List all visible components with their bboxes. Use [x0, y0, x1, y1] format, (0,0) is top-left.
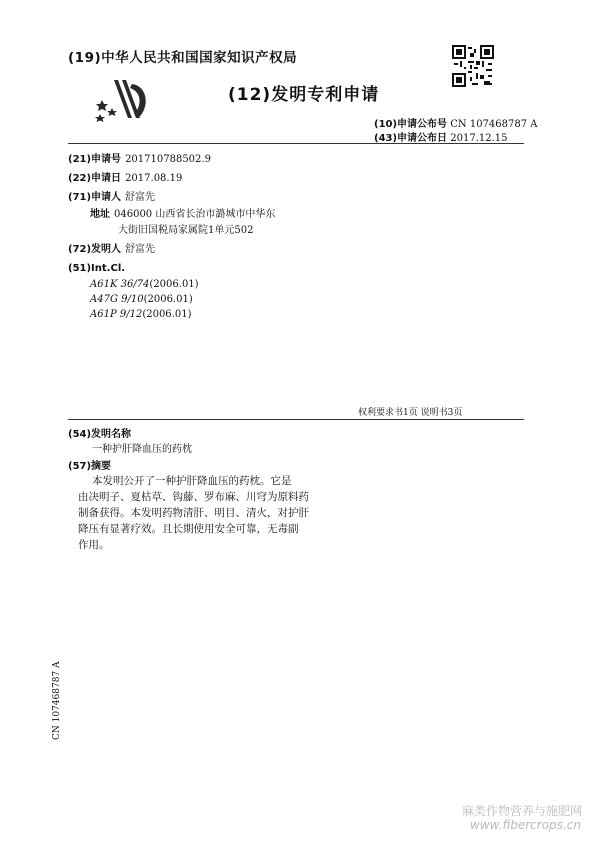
invention-title-label	[68, 425, 131, 440]
watermark-text: 麻类作物营养与施肥网	[462, 804, 583, 818]
publication-number-label: (10)申请公布号	[374, 119, 448, 130]
ipc-version: (2006.01)	[149, 279, 199, 290]
abstract-line: 作用。	[78, 539, 110, 551]
document-type-title: (12)发明专利申请	[228, 85, 380, 105]
application-date-label: (22)申请日	[68, 173, 122, 184]
publication-date	[374, 129, 508, 144]
ipc-code: A47G 9/10	[90, 294, 144, 305]
applicant-value: 舒富先	[125, 192, 156, 203]
inventor-label: (72)发明人	[68, 244, 122, 255]
inventor-value: 舒富先	[125, 244, 156, 255]
abstract-line: 制备获得。本发明药物清肝、明目、清火，对护肝	[78, 507, 309, 519]
application-number	[68, 150, 211, 165]
application-number-label: (21)申请号	[68, 154, 122, 165]
abstract-label	[68, 457, 111, 472]
abstract-line: 由决明子、夏枯草、钩藤、罗布麻、川穹为原料药	[78, 491, 309, 503]
ipc-version: (2006.01)	[143, 294, 193, 305]
application-date-value: 2017.08.19	[125, 173, 183, 184]
header-divider	[68, 143, 524, 144]
watermark-url: www.fibercrops.cn	[470, 818, 581, 832]
side-publication-number: CN 107468787 A	[52, 661, 62, 740]
int-cl-label	[68, 263, 125, 274]
cnipa-logo	[92, 78, 156, 126]
application-date	[68, 169, 182, 184]
section-divider	[68, 419, 524, 420]
pages-info: 权利要求书1页 说明书3页	[358, 408, 463, 418]
address-label: 地址	[90, 209, 110, 220]
invention-title: 一种护肝降血压的药枕	[92, 444, 192, 455]
abstract-body	[78, 473, 318, 553]
ipc-code: A61P 9/12	[90, 309, 143, 320]
address-line-1: 046000 山西省长治市潞城市中华东	[114, 209, 276, 220]
ipc-code: A61K 36/74	[90, 279, 150, 290]
qr-code[interactable]	[452, 45, 494, 87]
abstract-line: 本发明公开了一种护肝降血压的药枕。它是	[92, 475, 292, 487]
ipc-entry	[90, 279, 199, 290]
address-line-2: 大街旧国税局家属院1单元502	[118, 225, 254, 236]
applicant-label: (71)申请人	[68, 192, 122, 203]
abstract-line: 降压有显著疗效。且长期使用安全可靠，无毒副	[78, 523, 299, 535]
publication-date-value: 2017.12.15	[450, 133, 508, 144]
address	[90, 205, 275, 220]
invention-title-label-text: (54)发明名称	[68, 429, 132, 440]
ipc-entry	[90, 294, 193, 305]
ipc-entry	[90, 309, 191, 320]
inventor	[68, 240, 155, 255]
int-cl-label-text: (51)Int.Cl.	[68, 263, 126, 274]
publication-date-label: (43)申请公布日	[374, 133, 448, 144]
ipc-version: (2006.01)	[142, 309, 192, 320]
publication-number-value: CN 107468787 A	[450, 119, 538, 130]
application-number-value: 201710788502.9	[125, 154, 211, 165]
applicant	[68, 188, 155, 203]
abstract-label-text: (57)摘要	[68, 461, 112, 472]
office-name: (19)中华人民共和国国家知识产权局	[68, 50, 298, 66]
publication-number	[374, 115, 538, 130]
